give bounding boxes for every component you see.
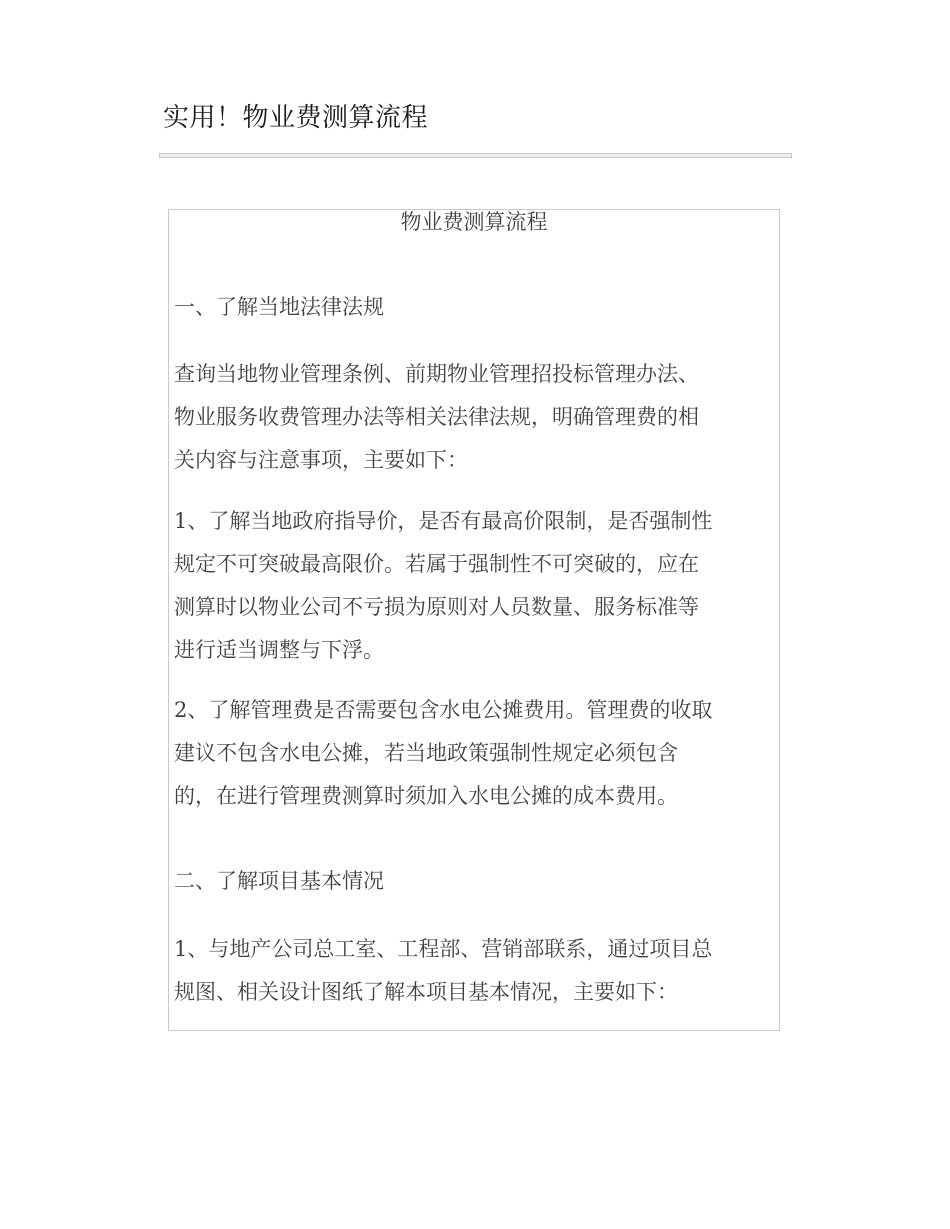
paragraph-laws-intro xyxy=(174,353,754,482)
text-line: 查询当地物业管理条例、前期物业管理招投标管理办法、 xyxy=(174,362,699,386)
section-title-laws: 一、了解当地法律法规 xyxy=(174,295,384,319)
text-line: 2、了解管理费是否需要包含水电公摊费用。管理费的收取 xyxy=(174,698,713,722)
text-line: 测算时以物业公司不亏损为原则对人员数量、服务标准等 xyxy=(174,595,699,619)
content-heading: 物业费测算流程 xyxy=(400,210,548,234)
text-line: 的，在进行管理费测算时须加入水电公摊的成本费用。 xyxy=(174,784,678,808)
paragraph-guide-price xyxy=(174,500,754,672)
text-line: 1、与地产公司总工室、工程部、营销部联系，通过项目总 xyxy=(174,937,713,961)
title-divider xyxy=(159,153,792,158)
paragraph-utility-share xyxy=(174,689,754,818)
text-line: 1、了解当地政府指导价，是否有最高价限制，是否强制性 xyxy=(174,509,713,533)
text-line: 规图、相关设计图纸了解本项目基本情况，主要如下： xyxy=(174,980,678,1004)
paragraph-project-info xyxy=(174,928,754,1014)
document-title: 实用！物业费测算流程 xyxy=(163,103,429,133)
text-line: 进行适当调整与下浮。 xyxy=(174,638,384,662)
text-line: 规定不可突破最高限价。若属于强制性不可突破的，应在 xyxy=(174,552,699,576)
text-line: 关内容与注意事项，主要如下： xyxy=(174,448,468,472)
text-line: 建议不包含水电公摊，若当地政策强制性规定必须包含 xyxy=(174,741,678,765)
text-line: 物业服务收费管理办法等相关法律法规，明确管理费的相 xyxy=(174,405,699,429)
section-title-project: 二、了解项目基本情况 xyxy=(174,869,384,893)
content-box xyxy=(168,209,780,1031)
